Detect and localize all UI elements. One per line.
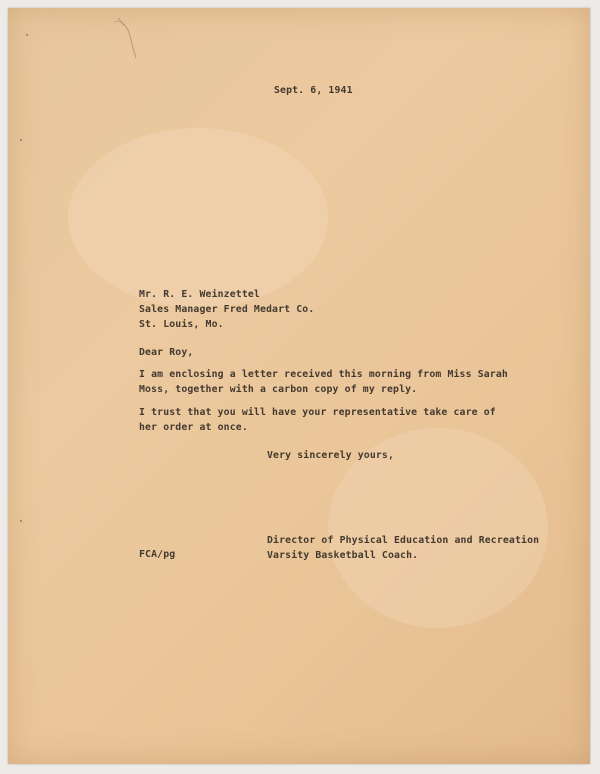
signature-title-line-2: Varsity Basketball Coach.	[267, 550, 419, 561]
typist-initials: FCA/pg	[139, 549, 176, 560]
complimentary-closing: Very sincerely yours,	[267, 450, 395, 461]
paper-speck	[20, 139, 22, 141]
body-paragraph-1-line-1: I am enclosing a letter received this morning from Miss Sarah	[139, 369, 508, 380]
paper-stain	[68, 128, 328, 308]
recipient-city: St. Louis, Mo.	[139, 319, 224, 330]
letter-paper	[8, 8, 590, 764]
paper-speck	[20, 520, 22, 522]
salutation: Dear Roy,	[139, 347, 194, 358]
pencil-mark	[112, 14, 142, 62]
recipient-name: Mr. R. E. Weinzettel	[139, 289, 260, 300]
body-paragraph-1-line-2: Moss, together with a carbon copy of my reply.	[139, 384, 418, 395]
paper-speck	[26, 34, 28, 36]
body-paragraph-2-line-2: her order at once.	[139, 422, 248, 433]
body-paragraph-2-line-1: I trust that you will have your representative take care of	[139, 407, 496, 418]
recipient-title: Sales Manager Fred Medart Co.	[139, 304, 315, 315]
letter-date: Sept. 6, 1941	[274, 85, 353, 96]
signature-title-line-1: Director of Physical Education and Recreation	[267, 535, 540, 546]
